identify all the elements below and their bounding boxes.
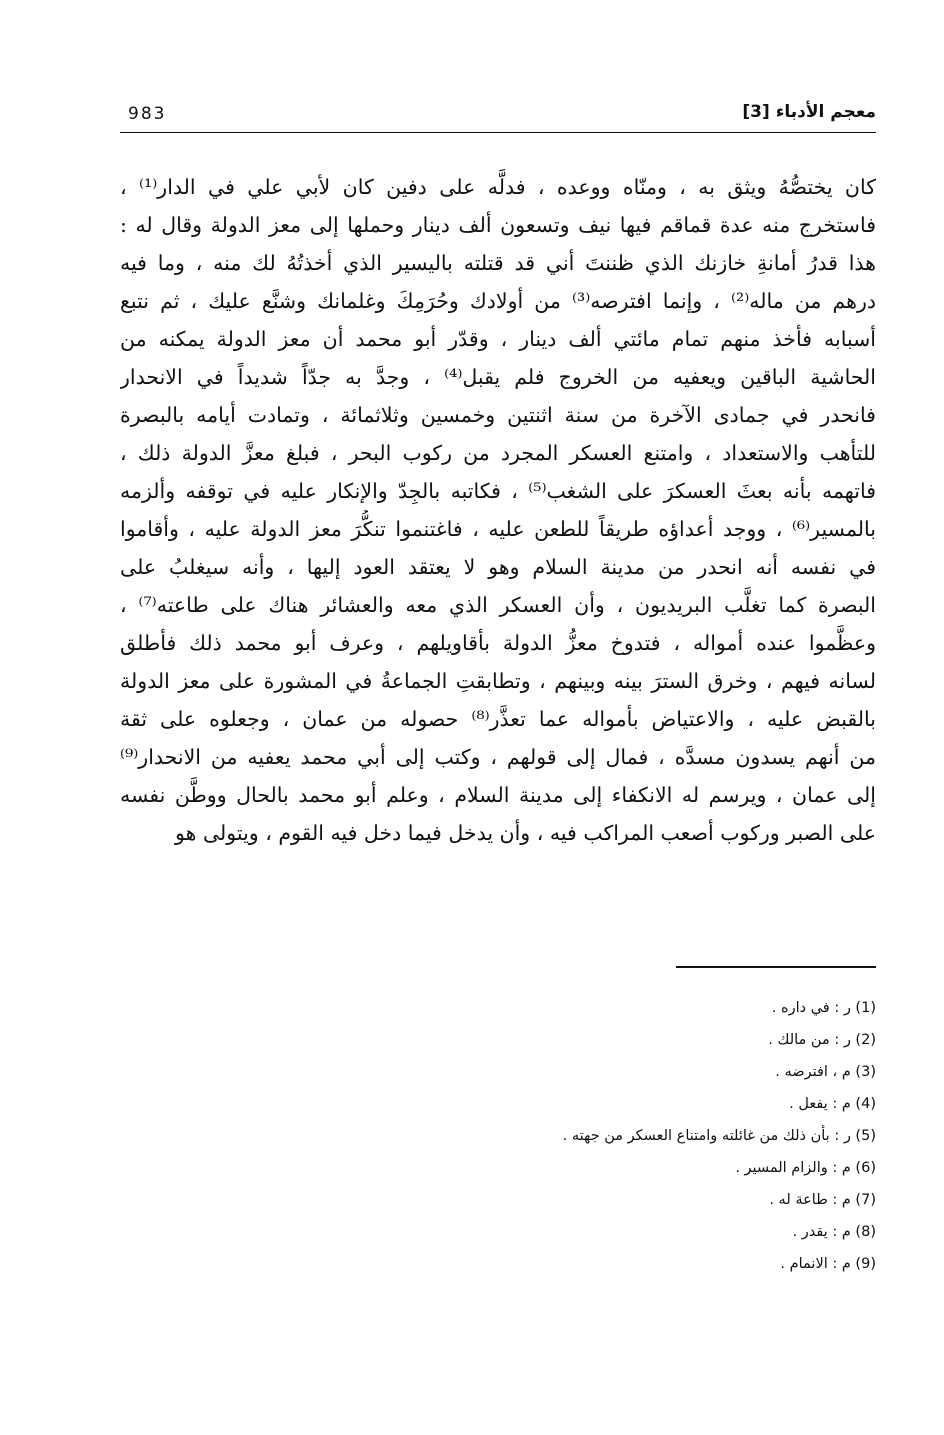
book-title: معجم الأدباء [3] [742,102,876,122]
text-line: فانحدر في جمادى الآخرة من سنة اثنتين وخمسين وثلاثمائة ، وتمادت أيامه بالبصرة [120,403,876,427]
text-line: وعظَّموا عنده أمواله ، فتدوخ معزُّ الدولة بأقاويلهم ، وعرف أبو محمد ذلك فأطلق [120,631,876,655]
text-line: من أنهم يسدون مسدَّه ، فمال إلى قولهم ، وكتب إلى أبي محمد يعفيه من الانحدار⁽⁹⁾ [120,745,876,769]
text-line: هذا قدرُ أمانةِ خازنك الذي ظننتَ أني قد قتلته باليسير الذي أخذتُهُ لك منه ، وما فيه [120,251,876,275]
text-line: لسانه فيهم ، وخرق السترَ بينه وبينهم ، وتطابقتِ الجماعةُ في المشورة على معز الدولة [120,669,876,693]
text-line: بالقبض عليه ، والاعتياض بأمواله عما تعذَّر⁽⁸⁾ حصوله من عمان ، وجعلوه على ثقة [120,707,876,731]
text-line: أسبابه فأخذ منهم تمام مائتي ألف دينار ، وقدّر أبو محمد أن معز الدولة يمكنه من [120,327,876,351]
text-line: بالمسير⁽⁶⁾ ، ووجد أعداؤه طريقاً للطعن عليه ، فاغتنموا تنكُّرَ معز الدولة عليه ، وأقاموا [120,517,876,541]
text-line: فاتهمه بأنه بعثَ العسكرَ على الشغب⁽⁵⁾ ، فكاتبه بالجِدّ والإنكار عليه في توقفه وألزمه [120,479,876,503]
footnote: (3) م ، افترضه . [775,1064,876,1080]
footnote-divider [676,966,876,968]
text-line: درهم من ماله⁽²⁾ ، وإنما افترصه⁽³⁾ من أولادك وحُرَمِكَ وغلمانك وشنَّع عليك ، ثم نتبع [120,289,876,313]
page-number: 983 [128,104,167,124]
footnote: (4) م : يفعل . [789,1096,876,1112]
text-line: على الصبر وركوب أصعب المراكب فيه ، وأن يدخل فيما دخل فيه القوم ، ويتولى هو [175,821,876,845]
footnote: (6) م : والزام المسير . [735,1160,876,1176]
text-line: الحاشية الباقين ويعفيه من الخروج فلم يقبل⁽⁴⁾ ، وجدَّ به جدّاً شديداً في الانحدار [120,365,876,389]
text-line: البصرة كما تغلَّب البريديون ، وأن العسكر الذي معه والعشائر هناك على طاعته⁽⁷⁾ ، [120,593,876,617]
footnote: (5) ر : بأن ذلك من غائلته وامتناع العسكر من جهته . [562,1128,876,1144]
text-line: فاستخرج منه عدة قماقم فيها نيف وتسعون ألف دينار وحملها إلى معز الدولة وقال له : [120,213,876,237]
text-line: كان يختصُّهُ ويثق به ، ومنّاه ووعده ، فدلَّه على دفين كان لأبي علي في الدار⁽¹⁾ ، [120,175,876,199]
running-header [120,100,876,133]
footnote: (9) م : الانمام . [780,1256,876,1272]
text-line: إلى عمان ، ويرسم له الانكفاء إلى مدينة السلام ، وعلم أبو محمد بالحال ووطَّن نفسه [120,783,876,807]
text-line: في نفسه أنه انحدر من مدينة السلام وهو لا يعتقد العود إليها ، وأنه سيغلبُ على [120,555,876,579]
main-text [120,168,876,852]
text-line: للتأهب والاستعداد ، وامتنع العسكر المجرد من ركوب البحر ، فبلغ معزَّ الدولة ذلك ، [120,441,876,465]
footnotes [120,992,876,1280]
footnote: (1) ر : في داره . [771,1000,876,1016]
footnote: (2) ر : من مالك . [768,1032,876,1048]
footnote: (7) م : طاعة له . [769,1192,876,1208]
footnote: (8) م : يقدر . [792,1224,876,1240]
